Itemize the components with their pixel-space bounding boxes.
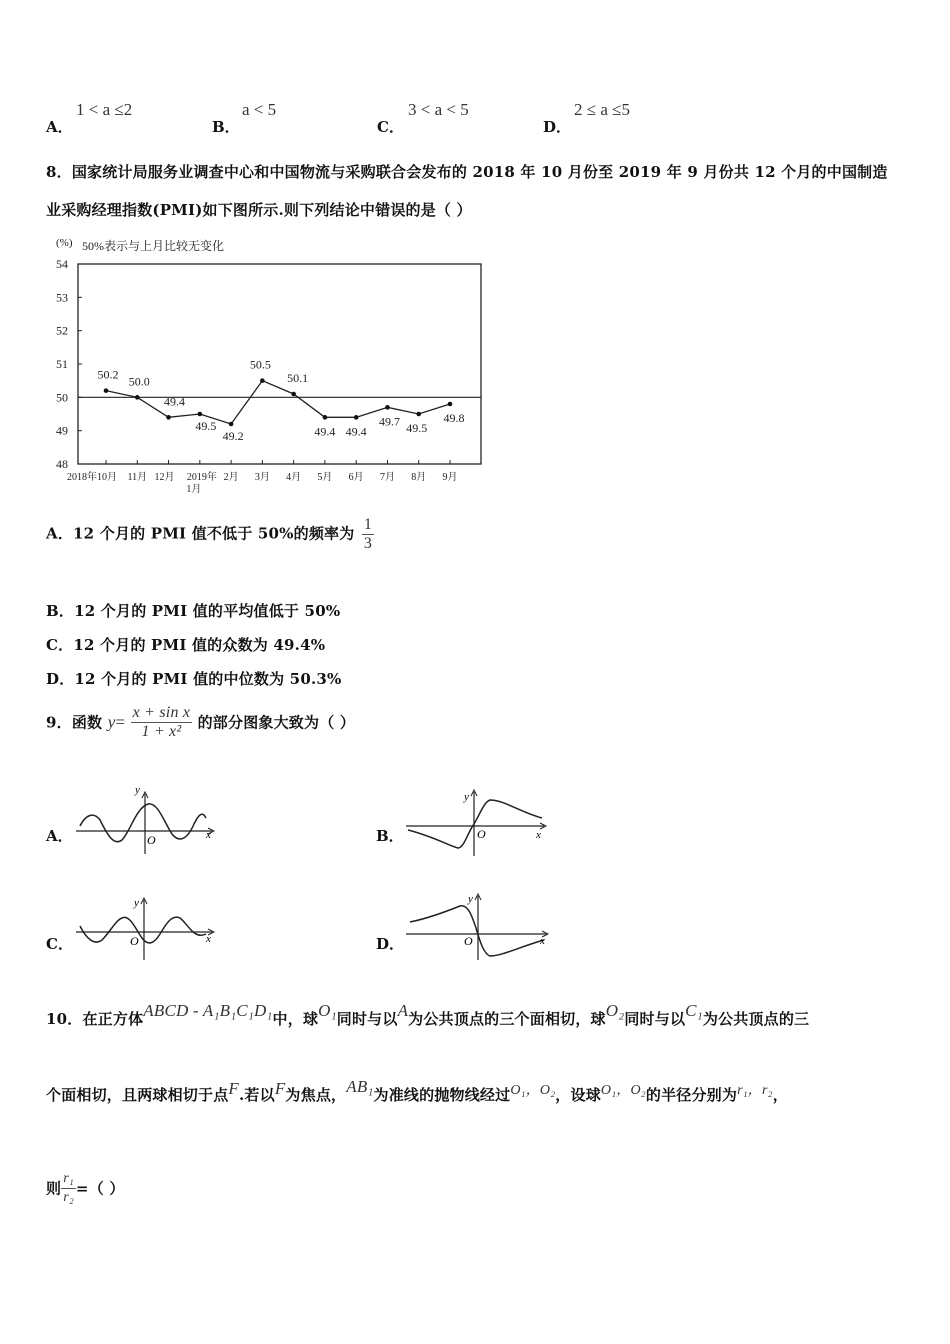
x-tick-label: 5月 <box>317 472 333 483</box>
q9-stem-suffix: 的部分图象大致为（ ） <box>197 713 356 732</box>
curve <box>80 917 206 943</box>
data-label: 49.5 <box>195 419 217 433</box>
data-label: 49.5 <box>406 421 428 435</box>
q10-sphere-o2: O₂ <box>605 1001 625 1020</box>
data-label: 50.1 <box>287 371 309 385</box>
y-label: y <box>468 893 473 905</box>
data-label: 49.7 <box>378 414 400 429</box>
q8-option-c-label: C． <box>46 636 74 654</box>
y-tick-label: 48 <box>56 457 68 471</box>
data-point <box>448 402 453 407</box>
fraction-numerator: x + sin x <box>132 704 191 721</box>
q8-option-b <box>46 600 340 621</box>
data-point <box>198 412 203 417</box>
data-label: 50.5 <box>249 357 271 372</box>
x-tick-label: 2019年 <box>186 472 217 483</box>
q10-line1 <box>46 1001 906 1029</box>
data-point <box>385 405 390 410</box>
data-point <box>323 415 328 420</box>
q9-option-a-label: A． <box>46 827 73 845</box>
x-label: x <box>206 933 211 945</box>
q10-text-8: .若以 <box>239 1086 275 1104</box>
data-label: 50.2 <box>97 367 119 382</box>
q10-text-3: 同时与以 <box>336 1010 398 1028</box>
chart-title: 50%表示与上月比较无变化 <box>82 239 224 253</box>
curve <box>410 906 544 956</box>
q9-option-b-label: B． <box>376 827 404 845</box>
data-point <box>416 412 421 417</box>
q10-o1-o2-b: O₁，O₂ <box>600 1083 646 1098</box>
q10-text-9: 为焦点， <box>285 1086 347 1104</box>
q7-options <box>46 100 906 140</box>
q9-option-c-graph <box>72 894 222 964</box>
q10-sphere-o1: O₁ <box>318 1001 337 1020</box>
y-label: y <box>464 791 469 803</box>
q8-stem-line2: 业采购经理指数(PMI)如下图所示.则下列结论中错误的是（ ） <box>46 201 472 219</box>
fraction-numerator: r₁ <box>61 1170 76 1189</box>
y-label: y <box>134 897 139 909</box>
pmi-line-chart <box>40 228 510 498</box>
q10-text-1: 10．在正方体 <box>46 1010 144 1028</box>
q8-option-a-label: A． <box>46 524 74 543</box>
origin-label: O <box>130 934 139 948</box>
q10-text-4: 为公共顶点的三个面相切，球 <box>408 1010 606 1028</box>
q10-point-f: F <box>228 1079 239 1098</box>
q7-option-c-label: C． <box>377 118 404 136</box>
q8-option-d-text: 12 个月的 PMI 值的中位数为 50.3% <box>74 670 342 688</box>
x-label: x <box>540 935 545 947</box>
q7-option-a-label: A． <box>46 118 73 136</box>
q9-eq: = <box>115 712 126 732</box>
q8-option-c-text: 12 个月的 PMI 值的众数为 49.4% <box>73 636 326 654</box>
fraction-denominator: 3 <box>363 535 373 552</box>
data-point <box>260 378 265 383</box>
x-tick-label: 2018年10月 <box>67 472 117 483</box>
data-point <box>229 422 234 427</box>
q7-option-d-label: D． <box>543 118 572 136</box>
q10-text-11: ，设球 <box>555 1086 601 1104</box>
q10-text-5: 同时与以 <box>624 1010 686 1028</box>
x-tick-label: 3月 <box>254 472 270 483</box>
x-tick-label: 9月 <box>442 472 458 483</box>
q9-y: y <box>107 712 116 732</box>
q10-directrix-ab1: AB₁ <box>346 1077 374 1096</box>
x-tick-label: 4月 <box>286 472 302 483</box>
x-tick-label: 7月 <box>379 472 395 483</box>
x-tick-label: 6月 <box>348 472 364 483</box>
q9-option-d-label: D． <box>376 935 405 953</box>
q10-text-2: 中，球 <box>272 1010 319 1028</box>
q7-option-a-math: 1 < a ≤2 <box>76 100 133 119</box>
data-label: 50.0 <box>128 374 150 389</box>
data-point <box>104 388 109 393</box>
q10-line2 <box>46 1077 906 1105</box>
q9-option-c-label: C． <box>46 935 73 953</box>
q7-option-c-math: 3 < a < 5 <box>408 100 469 119</box>
q10-line3 <box>46 1170 125 1207</box>
x-label: x <box>536 829 541 841</box>
q9-stem <box>46 704 355 741</box>
origin-label: O <box>147 833 156 847</box>
q8-option-d-label: D． <box>46 670 75 688</box>
q8-option-b-label: B． <box>46 602 75 620</box>
data-point <box>135 395 140 400</box>
q8-option-d <box>46 668 341 689</box>
x-tick-label: 11月 <box>127 472 148 483</box>
data-label: 49.4 <box>164 394 186 409</box>
q10-text-6: 为公共顶点的三 <box>702 1010 810 1028</box>
q9-function-fraction <box>131 704 192 741</box>
x-tick-label: 1月 <box>186 484 202 495</box>
fraction-denominator: 1 + x² <box>141 723 182 740</box>
q10-ratio-fraction <box>61 1170 76 1207</box>
y-tick-label: 49 <box>56 423 68 438</box>
data-point <box>291 392 296 397</box>
q10-cube: ABCD - A₁B₁C₁D₁ <box>143 1001 273 1020</box>
y-tick-label: 50 <box>56 390 68 405</box>
q8-option-a-text: 12 个月的 PMI 值不低于 50%的频率为 <box>73 524 355 543</box>
origin-label: O <box>464 934 473 948</box>
y-label: y <box>135 788 140 796</box>
curve <box>408 800 542 848</box>
x-label: x <box>206 829 211 841</box>
q9-stem-prefix: 9．函数 <box>46 713 103 732</box>
y-tick-label: 51 <box>56 357 68 371</box>
q10-point-c1: C₁ <box>685 1001 703 1020</box>
data-label: 49.2 <box>222 429 244 443</box>
q7-option-b-label: B． <box>212 118 240 136</box>
x-tick-label: 2月 <box>223 472 239 483</box>
data-label: 49.4 <box>314 424 336 439</box>
q9-option-d-graph <box>402 890 554 962</box>
y-tick-label: 52 <box>56 323 68 338</box>
x-tick-label: 8月 <box>411 472 427 483</box>
chart-ylabel: (%) <box>56 237 73 249</box>
data-point <box>354 415 359 420</box>
fraction-denominator: r₂ <box>63 1190 74 1205</box>
data-label: 49.4 <box>345 424 367 439</box>
q10-text-14: 则 <box>46 1179 62 1198</box>
curve <box>80 804 206 842</box>
q10-text-10: 为准线的抛物线经过 <box>373 1086 511 1104</box>
y-tick-label: 53 <box>56 290 68 305</box>
q7-option-b-math: a < 5 <box>242 100 277 119</box>
x-tick-label: 12月 <box>154 472 175 483</box>
q10-radii: r₁，r₂ <box>737 1083 773 1098</box>
y-tick-label: 54 <box>56 257 68 271</box>
q9-option-b-graph <box>402 786 552 858</box>
q8-option-c <box>46 634 325 655</box>
q10-focus-f: F <box>274 1079 286 1098</box>
data-label: 49.8 <box>443 411 465 425</box>
q10-point-a: A <box>397 1001 409 1020</box>
q8-option-b-text: 12 个月的 PMI 值的平均值低于 50% <box>74 602 341 620</box>
q10-text-13: ， <box>772 1086 788 1104</box>
q8-option-a <box>46 516 374 553</box>
q8-option-a-fraction <box>362 516 374 553</box>
q7-option-d-math: 2 ≤ a ≤5 <box>574 100 630 119</box>
data-point <box>166 415 171 420</box>
origin-label: O <box>477 827 486 841</box>
q10-o1-o2: O₁，O₂ <box>510 1083 556 1098</box>
q10-text-12: 的半径分别为 <box>645 1086 738 1104</box>
q9-option-a-graph <box>72 788 222 858</box>
q10-text-15: =（ ） <box>75 1179 125 1198</box>
q10-text-7: 个面相切，且两球相切于点 <box>46 1086 229 1104</box>
fraction-numerator: 1 <box>363 516 373 533</box>
q8-stem-line1: 8．国家统计局服务业调查中心和中国物流与采购联合会发布的 2018 年 10 月份至 2019 年 9 月份共 12 个月的中国制造 <box>46 163 888 181</box>
